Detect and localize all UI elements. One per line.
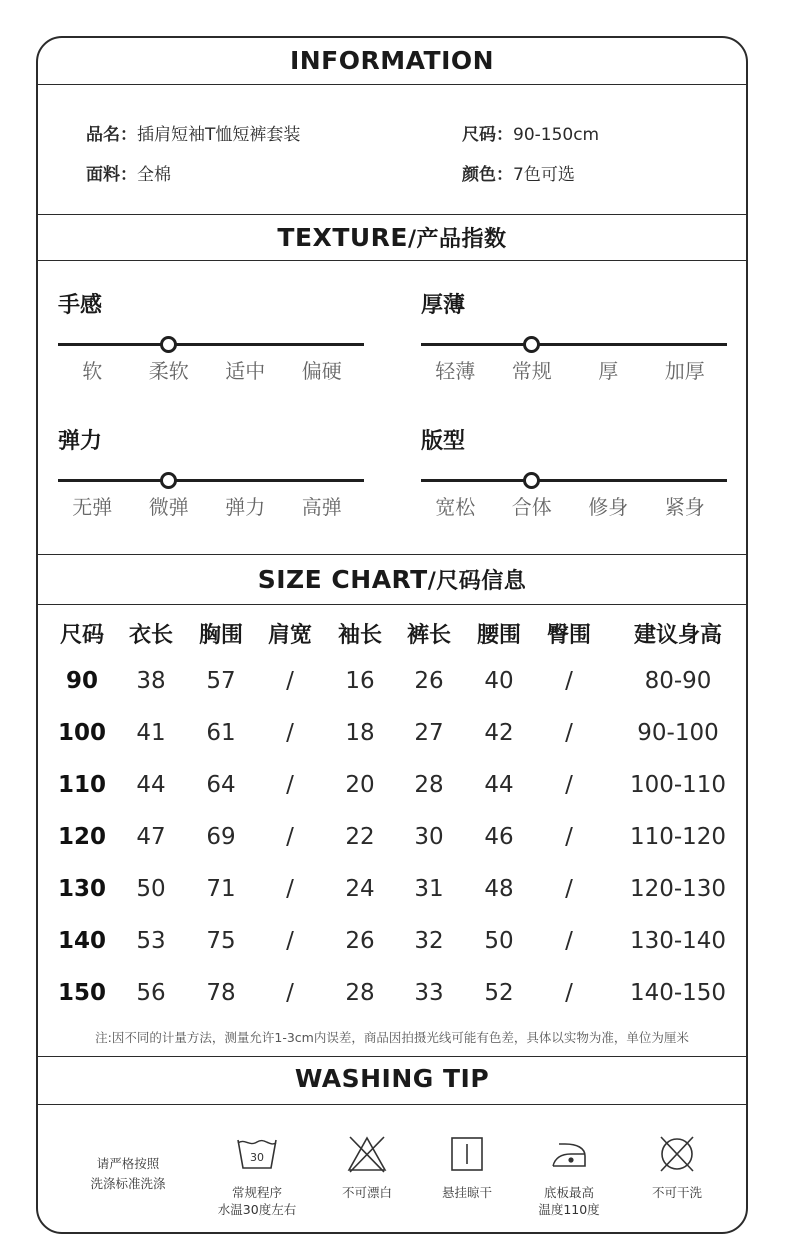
size-table-cell: 16 (345, 668, 375, 694)
size-table-cell: 50 (136, 876, 166, 902)
size-table-cell: 50 (484, 928, 514, 954)
wash-tip-line: 悬挂晾干 (441, 1185, 492, 1200)
texture-title (38, 222, 746, 253)
texture-scale-option: 常规 (511, 359, 552, 383)
size-table-cell: 32 (414, 928, 444, 954)
texture-title-en: TEXTURE (277, 223, 409, 252)
texture-scale-track (421, 479, 727, 482)
size-table-cell: 20 (345, 772, 375, 798)
texture-scale-option: 加厚 (664, 359, 705, 383)
size-table-header: 裤长 (406, 623, 451, 648)
size-table-header: 衣长 (128, 623, 173, 648)
wash-temp-text: 30 (250, 1151, 264, 1164)
texture-scale-option: 轻薄 (435, 359, 476, 383)
size-table-cell: 33 (414, 980, 444, 1006)
size-value: 90-150cm (513, 125, 600, 145)
wash-tip-no-bleach (312, 1134, 422, 1201)
divider (38, 604, 746, 605)
size-table-cell: / (286, 980, 294, 1006)
size-table-cell: 78 (206, 980, 236, 1006)
size-table-header: 袖长 (337, 623, 382, 648)
size-table-cell: / (565, 824, 573, 850)
size-table-cell: 22 (345, 824, 375, 850)
texture-scale-option: 合体 (511, 495, 552, 519)
size-table-cell: 41 (136, 720, 166, 746)
size-range (462, 120, 599, 145)
size-table-cell: 80-90 (644, 668, 712, 694)
texture-scale-track (58, 479, 364, 482)
texture-scale-option: 无弹 (72, 495, 113, 519)
size-table-cell: / (565, 720, 573, 746)
size-table-size-cell: 140 (57, 928, 106, 954)
washing-title: WASHING TIP (294, 1064, 490, 1093)
color-label: 颜色： (462, 165, 513, 185)
divider (38, 1056, 746, 1057)
washing-lead-line2: 洗涤标准洗涤 (90, 1176, 166, 1191)
size-table-cell: 18 (345, 720, 375, 746)
divider (38, 214, 746, 215)
texture-scale-track (58, 343, 364, 346)
size-table-cell: 75 (206, 928, 236, 954)
size-table-cell: / (565, 980, 573, 1006)
size-table-cell: / (286, 928, 294, 954)
size-table-cell: 46 (484, 824, 514, 850)
size-table-size-cell: 130 (57, 876, 106, 902)
size-table-cell: / (286, 824, 294, 850)
product-name-value: 插肩短袖T恤短裤套装 (137, 125, 301, 145)
size-table-cell: 42 (484, 720, 514, 746)
texture-scale-label: 版型 (421, 429, 466, 454)
size-table-cell: 26 (345, 928, 375, 954)
size-table-cell: 90-100 (637, 720, 719, 746)
size-table-cell: / (565, 772, 573, 798)
divider (38, 1104, 746, 1105)
size-table-cell: 44 (484, 772, 514, 798)
wash-tip-iron (514, 1134, 624, 1218)
wash-tip-text (622, 1184, 732, 1201)
wash-tip-line: 温度110度 (538, 1202, 600, 1217)
size-table-cell: 120-130 (629, 876, 727, 902)
wash-tip-line: 水温30度左右 (217, 1202, 297, 1217)
size-table-cell: 130-140 (629, 928, 727, 954)
wash-30-icon (235, 1134, 279, 1174)
size-table-cell: 31 (414, 876, 444, 902)
texture-scale-label: 弹力 (58, 429, 103, 454)
color-value: 7色可选 (513, 165, 575, 185)
size-table-cell: 140-150 (629, 980, 727, 1006)
info-card (36, 36, 748, 1234)
size-table-cell: / (286, 772, 294, 798)
texture-scale-option: 柔软 (148, 359, 189, 383)
size-table-cell: 71 (206, 876, 236, 902)
size-table-cell: / (286, 876, 294, 902)
size-table-cell: 57 (206, 668, 236, 694)
texture-scale-marker (523, 336, 540, 353)
size-table-cell: 28 (345, 980, 375, 1006)
divider (38, 554, 746, 555)
size-table-cell: / (286, 668, 294, 694)
product-name-label: 品名： (86, 125, 137, 145)
size-table-cell: 52 (484, 980, 514, 1006)
size-table-cell: 44 (136, 772, 166, 798)
size-table-cell: 28 (414, 772, 444, 798)
size-label: 尺码： (462, 125, 513, 145)
size-table-header: 臀围 (546, 623, 591, 648)
size-table-cell: 38 (136, 668, 166, 694)
size-table-cell: / (565, 668, 573, 694)
texture-scale-option: 弹力 (225, 495, 266, 519)
divider (38, 260, 746, 261)
size-table-header: 肩宽 (267, 623, 312, 648)
texture-scale-marker (160, 336, 177, 353)
size-table-cell: 53 (136, 928, 166, 954)
size-table-cell: 26 (414, 668, 444, 694)
size-table-cell: 100-110 (629, 772, 727, 798)
fabric (86, 160, 171, 185)
information-title: INFORMATION (289, 46, 495, 75)
size-table-cell: / (565, 928, 573, 954)
color-options (462, 160, 575, 185)
wash-tip-text (412, 1184, 522, 1201)
size-table-size-cell: 100 (57, 720, 106, 746)
wash-tip-30 (202, 1134, 312, 1218)
hang-dry-icon (445, 1134, 489, 1174)
wash-tip-no-dry-clean (622, 1134, 732, 1201)
size-table-cell: 40 (484, 668, 514, 694)
size-table-cell: 48 (484, 876, 514, 902)
texture-scale-label: 手感 (58, 293, 103, 318)
texture-scale-option: 微弹 (148, 495, 189, 519)
washing-lead-line1: 请严格按照 (96, 1156, 160, 1171)
wash-tip-text (202, 1184, 312, 1218)
size-table-header: 胸围 (198, 623, 243, 648)
fabric-value: 全棉 (137, 165, 171, 185)
texture-title-cn: /产品指数 (408, 227, 507, 252)
texture-scale-option: 偏硬 (301, 359, 342, 383)
size-table-size-cell: 120 (57, 824, 106, 850)
size-table-cell: 47 (136, 824, 166, 850)
size-table-size-cell: 90 (65, 668, 98, 694)
texture-scale-option: 宽松 (435, 495, 476, 519)
size-table-cell: 27 (414, 720, 444, 746)
wash-tip-line: 不可漂白 (341, 1185, 392, 1200)
size-table-cell: 56 (136, 980, 166, 1006)
texture-scale-option: 适中 (225, 359, 266, 383)
size-table-header: 尺码 (59, 623, 104, 648)
wash-tip-line: 不可干洗 (651, 1185, 702, 1200)
size-table-cell: / (286, 720, 294, 746)
texture-scale-option: 紧身 (664, 495, 705, 519)
size-table-size-cell: 150 (57, 980, 106, 1006)
washing-lead (78, 1154, 178, 1194)
size-chart-title-en: SIZE CHART (257, 565, 428, 594)
size-table-cell: 30 (414, 824, 444, 850)
fabric-label: 面料： (86, 165, 137, 185)
texture-scale-marker (160, 472, 177, 489)
size-table-cell: 69 (206, 824, 236, 850)
iron-icon (547, 1134, 591, 1174)
texture-scale-track (421, 343, 727, 346)
size-table-cell: 64 (206, 772, 236, 798)
divider (38, 84, 746, 85)
texture-scale-marker (523, 472, 540, 489)
size-table-cell: 110-120 (629, 824, 727, 850)
size-chart-title (38, 564, 746, 595)
size-table-cell: / (565, 876, 573, 902)
size-table-size-cell: 110 (57, 772, 106, 798)
size-table-header: 建议身高 (633, 623, 722, 648)
size-chart-title-cn: /尺码信息 (427, 569, 527, 594)
texture-scale-option: 软 (82, 359, 103, 383)
wash-tip-line: 底板最高 (543, 1185, 594, 1200)
size-table-header: 腰围 (476, 623, 521, 648)
texture-scale-option: 厚 (598, 359, 619, 383)
no-bleach-icon (345, 1134, 389, 1174)
wash-tip-text (312, 1184, 422, 1201)
size-note: 注:因不同的计量方法，测量允许1-3cm内误差，商品因拍摄光线可能有色差，具体以实物为准，单位为厘米 (95, 1030, 689, 1045)
wash-tip-text (514, 1184, 624, 1218)
texture-scale-option: 修身 (588, 495, 629, 519)
wash-tip-hang-dry (412, 1134, 522, 1201)
texture-scale-option: 高弹 (301, 495, 342, 519)
size-table-cell: 24 (345, 876, 375, 902)
wash-tip-line: 常规程序 (231, 1185, 282, 1200)
product-name (86, 120, 300, 145)
no-dry-clean-icon (655, 1134, 699, 1174)
texture-scale-label: 厚薄 (421, 293, 466, 318)
size-table-cell: 61 (206, 720, 236, 746)
